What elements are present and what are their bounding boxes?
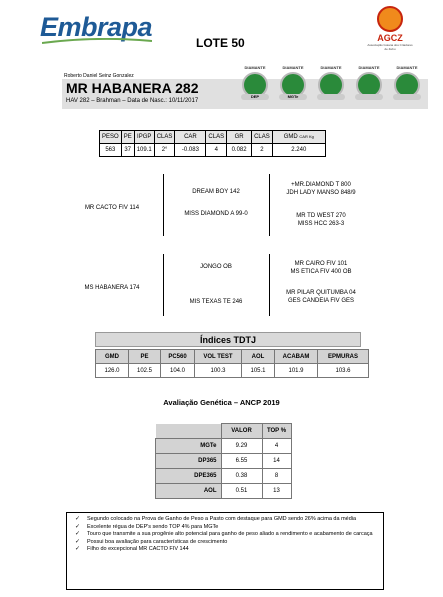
col-header: CAR: [175, 131, 206, 144]
badge-diamond-mgte: [274, 64, 312, 110]
pedigree-dam-sire: JONGO OB: [200, 264, 232, 270]
pedigree-line: [269, 174, 270, 236]
col-header: EPMURAS: [318, 350, 369, 364]
cell: 0.38: [221, 469, 262, 484]
cell: 6.55: [221, 454, 262, 469]
pedigree-dam: MS HABANERA 174: [84, 285, 140, 291]
note-text: Filho do excepcional MR CACTO FIV 144: [87, 546, 189, 552]
list-item: [75, 539, 378, 547]
row-label: MGTe: [156, 439, 222, 454]
pedigree-ss-sire: +MR.DIAMOND T 800: [291, 182, 351, 188]
check-icon: ✓: [75, 523, 81, 530]
cell: 2°: [154, 144, 175, 157]
col-header: PC560: [161, 350, 195, 364]
breeder-name: Roberto Daniel Seinz Gonzalez: [64, 73, 134, 79]
gmd-label: GMD: [283, 134, 298, 140]
gmd-suffix: CAR Kg: [299, 134, 314, 139]
col-header: GR: [227, 131, 252, 144]
highlights-box: [66, 512, 384, 590]
check-icon: ✓: [75, 538, 81, 545]
list-item: [75, 516, 378, 524]
cell: 100.3: [195, 364, 242, 378]
blank-cell: [156, 424, 222, 439]
list-item: [75, 524, 378, 532]
tdtj-title: Índices TDTJ: [95, 332, 361, 347]
agcz-logo: [366, 6, 414, 51]
agcz-name: AGCZ: [377, 33, 403, 43]
cell: 13: [262, 484, 291, 499]
cell: 101.9: [275, 364, 318, 378]
cell: 126.0: [96, 364, 129, 378]
note-text: Possui boa avaliação para características de crescimento: [87, 538, 228, 545]
pedigree-sd-sire: MR TD WEST 270: [296, 213, 346, 219]
pedigree-ss-dam: JDH LADY MANSO 848/9: [286, 190, 356, 196]
check-icon: ✓: [75, 516, 81, 522]
cell: 109.1: [134, 144, 154, 157]
check-icon: ✓: [75, 531, 81, 537]
badge-label: DIAMANTE: [396, 65, 418, 70]
cell: 103.6: [318, 364, 369, 378]
badge-diamond-dep: [236, 64, 274, 110]
cell: 104.0: [161, 364, 195, 378]
cell: 4: [262, 439, 291, 454]
list-item: [75, 546, 378, 554]
row-label: DP365: [156, 454, 222, 469]
tdtj-table: [95, 349, 369, 378]
badge-diamond-3: [312, 64, 350, 110]
pedigree-line: [163, 254, 164, 316]
badge-ribbon: [393, 94, 421, 100]
pedigree-line: [163, 174, 164, 236]
col-header: TOP %: [262, 424, 291, 439]
badge-label: DIAMANTE: [244, 65, 266, 70]
cell: 0.51: [221, 484, 262, 499]
pedigree-ds-sire: MR CAIRO FIV 101: [294, 261, 348, 267]
badge-ribbon: [355, 94, 383, 100]
badge-label: DIAMANTE: [282, 65, 304, 70]
pedigree-dd-sire: MR PILAR QUITUMBA 04: [286, 290, 356, 296]
badge-ribbon: DEP: [241, 94, 269, 100]
check-icon: ✓: [75, 546, 81, 552]
cell: 105.1: [242, 364, 275, 378]
embrapa-swoosh-icon: [42, 38, 152, 44]
cell: 2: [252, 144, 273, 157]
ancp-row: [156, 469, 292, 484]
embrapa-logo: Embrapa: [40, 12, 153, 42]
col-header: GMD: [96, 350, 129, 364]
col-header: PESO: [100, 131, 122, 144]
col-header: AOL: [242, 350, 275, 364]
col-header: ACABAM: [275, 350, 318, 364]
pedigree-line: [269, 254, 270, 316]
cell: 14: [262, 454, 291, 469]
pedigree-ds-dam: MS ETICA FIV 400 OB: [290, 269, 352, 275]
pedigree-sd-dam: MISS HCC 263-3: [297, 221, 345, 227]
badge-diamond-5: [388, 64, 426, 110]
note-text: Touro que transmite a sua progênie alto potencial para ganho de peso aliado a rendimento e acabamento de carcaça: [87, 531, 373, 537]
lote-number: LOTE 50: [196, 36, 245, 50]
ancp-header-row: [156, 424, 292, 439]
animal-subtitle: HAV 282 – Brahman – Data de Nasc.: 10/11/2017: [66, 98, 199, 104]
cell: 4: [206, 144, 227, 157]
cell: 9.29: [221, 439, 262, 454]
ancp-row: [156, 454, 292, 469]
col-header: CLAS: [154, 131, 175, 144]
ancp-row: [156, 439, 292, 454]
cell: 37: [121, 144, 134, 157]
col-header: PE: [129, 350, 161, 364]
note-text: Excelente régua de DEP's sendo TOP 4% para MGTe: [87, 523, 219, 530]
pedigree-sire-dam: MISS DIAMOND A 99-0: [184, 211, 248, 217]
cell: 563: [100, 144, 122, 157]
cell: 2.240: [272, 144, 325, 157]
pedigree-sire: MR CACTO FIV 114: [84, 205, 140, 211]
badge-diamond-4: [350, 64, 388, 110]
col-header: PE: [121, 131, 134, 144]
col-header: VOL TEST: [195, 350, 242, 364]
tdtj-value-row: [96, 364, 369, 378]
note-text: Segundo colocado na Prova de Ganho de Peso a Pasto com destaque para GMD sendo 26% acima da média: [87, 516, 357, 522]
animal-name: MR HABANERA 282: [66, 80, 199, 96]
list-item: [75, 531, 378, 539]
tdtj-header-row: [96, 350, 369, 364]
agcz-subtitle: Associação Goiana dos Criadores de Zebu: [367, 43, 413, 51]
cell: 102.5: [129, 364, 161, 378]
ancp-title: Avaliação Genética – ANCP 2019: [163, 398, 280, 407]
ancp-row: [156, 484, 292, 499]
row-label: DPE365: [156, 469, 222, 484]
performance-value-row: [100, 144, 326, 157]
agcz-seal-icon: [377, 6, 403, 32]
pedigree-sire-sire: DREAM BOY 142: [192, 189, 240, 195]
cell: 8: [262, 469, 291, 484]
row-label: AOL: [156, 484, 222, 499]
badge-label: DIAMANTE: [320, 65, 342, 70]
col-header: IPGP: [134, 131, 154, 144]
col-header: CLAS: [206, 131, 227, 144]
pedigree-dam-dam: MIS TEXAS TE 246: [189, 299, 243, 305]
badge-ribbon: [317, 94, 345, 100]
col-header: CLAS: [252, 131, 273, 144]
performance-table: [99, 130, 326, 157]
cell: 0.082: [227, 144, 252, 157]
award-badges: [236, 64, 426, 110]
pedigree-dd-dam: GES CANDEIA FIV GES: [287, 298, 355, 304]
ancp-table: [155, 423, 292, 499]
col-header-gmd: [272, 131, 325, 144]
badge-ribbon: MGTe: [279, 94, 307, 100]
cell: -0.083: [175, 144, 206, 157]
performance-header-row: [100, 131, 326, 144]
badge-label: DIAMANTE: [358, 65, 380, 70]
col-header: VALOR: [221, 424, 262, 439]
